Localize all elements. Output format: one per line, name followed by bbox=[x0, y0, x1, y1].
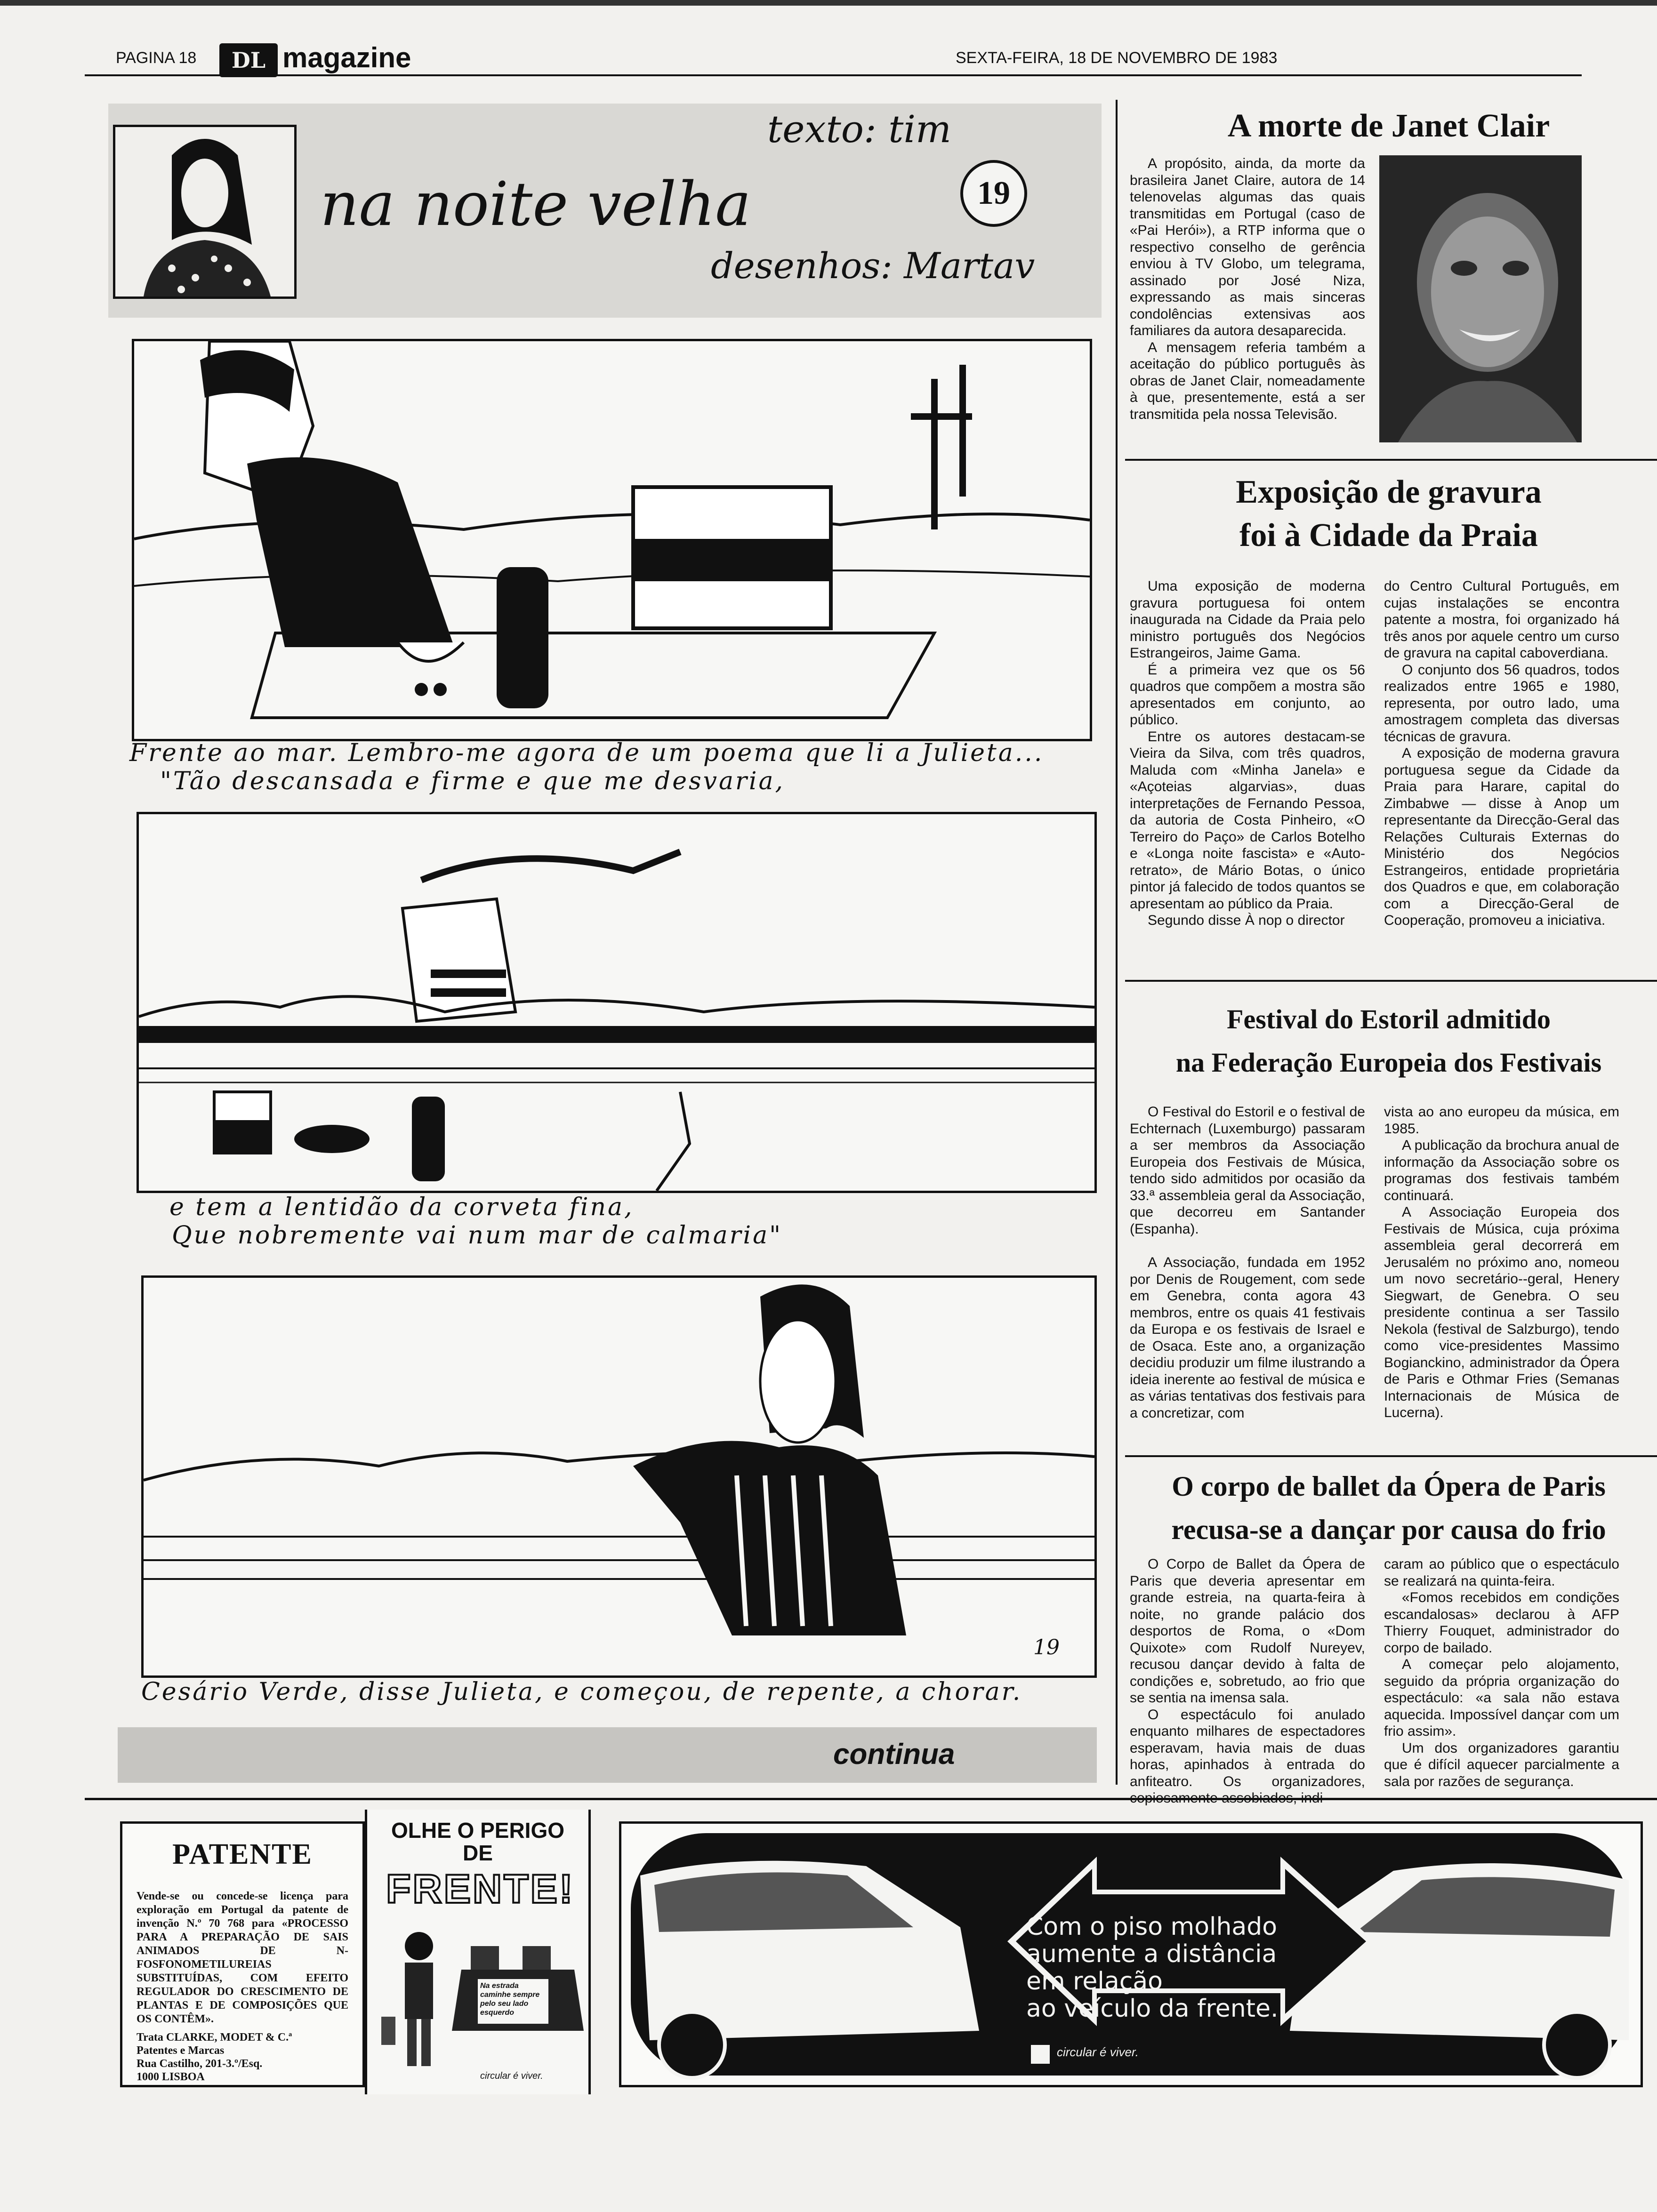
comic-title: na noite velha bbox=[320, 169, 751, 240]
piso-line-4: ao veículo da frente. bbox=[1026, 1995, 1279, 2023]
panel-2-caption-line-2: Que nobremente vai num mar de calmaria" bbox=[172, 1221, 783, 1250]
article-2-headline-line-2: foi à Cidade da Praia bbox=[1239, 517, 1538, 553]
article-4-headline-line-2: recusa-se a dançar por causa do frio bbox=[1171, 1514, 1606, 1545]
piso-line-3: em relação bbox=[1026, 1967, 1163, 1996]
top-edge bbox=[0, 0, 1657, 6]
perigo-frente: FRENTE! bbox=[386, 1867, 575, 1912]
portrait-photo bbox=[1379, 155, 1582, 442]
article-4-paragraph: «Fomos recebidos em condições escandalosas» declarou à AFP Thierry Fouquet, administrador do corpo de bailado. bbox=[1384, 1590, 1619, 1656]
newspaper-logo: DL bbox=[219, 43, 278, 77]
perigo-line-1: OLHE O PERIGO bbox=[391, 1818, 565, 1843]
comic-drawings-credit: desenhos: Martav bbox=[711, 245, 1035, 287]
article-4-headline bbox=[1125, 1465, 1652, 1551]
woman-at-sea-illustration bbox=[144, 1278, 1094, 1675]
panel-3-caption: Cesário Verde, disse Julieta, e começou, de repente, a chorar. bbox=[141, 1678, 1022, 1706]
article-4-paragraph: O Corpo de Ballet da Ópera de Paris que deveria apresentar em grande estreia, na quarta-feira à noite, no grande palácio dos desportos de Roma, o «Dom Quixote» com Rudolf Nureyev, recusou dançar devido à falta de condições e, sobretudo, ao frio que se sentia na imensa sala. bbox=[1130, 1556, 1365, 1706]
article-2-column-1 bbox=[1130, 578, 1365, 929]
article-3-rule bbox=[1125, 1455, 1657, 1457]
panel-3-mark: 19 bbox=[1033, 1635, 1060, 1659]
article-2-paragraph: do Centro Cultural Português, em cujas instalações se encontra patente a mostra, foi organizado há três anos por aquele centro um curso de gravura na capital caboverdiana. bbox=[1384, 578, 1619, 661]
continua-label: continua bbox=[833, 1738, 955, 1771]
patente-body: Vende-se ou concede-se licença para exploração em Portugal da patente de invenção N.º 70 768 para «PROCESSO PARA A PREPARAÇÃO DE SAIS ANIMADOS DE N-FOSFONOMETILUREIAS SUBSTITUÍDAS, COM EFEITO REGULADOR DO CRESCIMENTO DE PLANTAS E DE COMPOSIÇÕES QUE OS CONTÊM». bbox=[137, 1890, 348, 2025]
article-4-column-1 bbox=[1130, 1556, 1365, 1807]
article-3-paragraph: O Festival do Estoril e o festival de Echternach (Luxemburgo) passaram a ser membros da Associação Europeia dos Festivais de Música, tendo sido admitidos por ocasião da 33.ª assembleia geral da Associação, que decorreu em Santander (Espanha). bbox=[1130, 1104, 1365, 1237]
article-2-headline-line-1: Exposição de gravura bbox=[1236, 474, 1542, 510]
comic-text-credit: texto: tim bbox=[767, 107, 951, 151]
man-at-table-illustration bbox=[134, 341, 1090, 739]
article-2-paragraph: É a primeira vez que os 56 quadros que compõem a mostra são apresentados em conjunto, ao público. bbox=[1130, 662, 1365, 728]
article-1-body bbox=[1130, 155, 1365, 423]
article-2-paragraph: Entre os autores destacam-se Vieira da Silva, com três quadros, Maluda com «Minha Janela» e «Açoteias algarvias», duas interpretações de Fernando Pessoa, da autoria de Costa Pinheiro, «O Terreiro do Paço» de Carlos Botelho e «Longa noite fascista» e «Auto-retrato», de Mário Botas, o único pintor já falecido de todos quantos se apresentam ao público da Praia. bbox=[1130, 729, 1365, 912]
perigo-footer: circular é viver. bbox=[480, 2071, 543, 2081]
perigo-sign: Na estrada caminhe sempre pelo seu lado esquerdo bbox=[480, 1982, 540, 2017]
comic-panel-3 bbox=[141, 1275, 1097, 1678]
woman-portrait-illustration bbox=[115, 127, 294, 297]
article-2-paragraph: Uma exposição de moderna gravura portuguesa foi ontem inaugurada na Cidade da Praia pelo ministro português dos Negócios Estrangeiros, Jaime Gama. bbox=[1130, 578, 1365, 661]
article-2-paragraph: A exposição de moderna gravura portuguesa segue da Cidade da Praia para Harare, capital do Zimbabwe — disse à Anop um representante da Direcção-Geral das Relações Culturais Externas do Ministério dos Negócios Estrangeiros, entidade proprietária dos Quadros e que, em colaboração com a Direcção-Geral de Cooperação, promoveu a iniciativa. bbox=[1384, 745, 1619, 928]
panel-1-caption-line-1: Frente ao mar. Lembro-me agora de um poema que li a Julieta... bbox=[129, 739, 1044, 767]
patente-contact-line: Trata CLARKE, MODET & C.ª bbox=[137, 2031, 292, 2044]
article-1-headline: A morte de Janet Clair bbox=[1227, 108, 1550, 144]
article-3-headline bbox=[1125, 998, 1652, 1084]
article-3-column-1 bbox=[1130, 1104, 1365, 1421]
header-rule bbox=[85, 74, 1582, 76]
issue-date: SEXTA-FEIRA, 18 DE NOVEMBRO DE 1983 bbox=[956, 49, 1278, 67]
article-4-paragraph: A começar pelo alojamento, seguido da própria organização do espectáculo: «a sala não estava aquecida. Impossível dançar com um frio assim». bbox=[1384, 1657, 1619, 1739]
article-3-paragraph: A Associação, fundada em 1952 por Denis de Rougement, com sede em Genebra, conta agora 43 membros, entre os quais 41 festivais da Europa e os festivais de Israel e de Osaca. Este ano, a organização decidiu produzir um filme ilustrando a ideia inerente ao festival de música e as várias tentativas dos festivais para a concretizar, com bbox=[1130, 1255, 1365, 1421]
patente-contact-line: Rua Castilho, 201-3.º/Esq. bbox=[137, 2058, 263, 2070]
article-2-paragraph: Segundo disse À nop o director bbox=[1148, 913, 1345, 928]
piso-line-1: Com o piso molhado bbox=[1026, 1913, 1278, 1941]
article-3-paragraph: A Associação Europeia dos Festivais de Música, cuja próxima assembleia geral decorrerá em Jerusalém no próximo ano, nomeou um novo secretário--geral, Henery Siegwart, de Genebra. O seu presidente continua a ser Tassilo Nekola (festival de Salzburgo), tendo como vice-presidentes Massimo Bogianckino, administrador da Ópera de Paris e Othmar Fries (Semanas Internacionais de Música de Lucerna). bbox=[1384, 1204, 1619, 1420]
patente-contact-line: 1000 LISBOA bbox=[137, 2071, 205, 2083]
comic-strip bbox=[108, 104, 1106, 1798]
patente-contact bbox=[137, 2031, 353, 2084]
page-number: PAGINA 18 bbox=[116, 49, 197, 67]
piso-molhado-message bbox=[993, 1913, 1422, 2022]
article-1-rule bbox=[1125, 459, 1657, 461]
article-1-paragraph: A propósito, ainda, da morte da brasileira Janet Claire, autora de 14 telenovelas algumas das quais transmitidas em Portugal (caso de «Pai Herói»), a RTP informa que o respectivo conselho de gerência enviou à TV Globo, um telegrama, assinado por José Niza, expressando as mais sinceras condolências extensivas aos familiares da autora desaparecida. bbox=[1130, 156, 1365, 338]
section-title: magazine bbox=[282, 42, 411, 73]
comic-title-portrait bbox=[113, 125, 297, 299]
patente-ad bbox=[120, 1821, 365, 2087]
sea-and-ship-illustration bbox=[139, 814, 1094, 1191]
ads-top-rule bbox=[85, 1798, 1657, 1800]
comic-panel-1 bbox=[132, 339, 1092, 741]
article-1-paragraph: A mensagem referia também a aceitação do público português às obras de Janet Clair, nomeadamente à que, presentemente, está a ser transmitida pela nossa Televisão. bbox=[1130, 339, 1365, 422]
perigo-ad bbox=[365, 1810, 591, 2094]
article-3-column-2 bbox=[1384, 1104, 1619, 1421]
article-2-rule bbox=[1125, 980, 1657, 982]
article-3-headline-line-1: Festival do Estoril admitido bbox=[1227, 1004, 1551, 1034]
article-2-paragraph: O conjunto dos 56 quadros, todos realizados entre 1965 e 1980, representa, por outro lado, uma amostragem completa das diversas técnicas de gravura. bbox=[1384, 662, 1619, 745]
piso-line-2: aumente a distância bbox=[1026, 1940, 1277, 1968]
article-4-paragraph: caram ao público que o espectáculo se realizará na quinta-feira. bbox=[1384, 1556, 1619, 1589]
column-divider bbox=[1116, 100, 1118, 1785]
janet-clair-photo bbox=[1379, 155, 1582, 442]
perigo-line-2: DE bbox=[463, 1841, 493, 1865]
article-2-headline bbox=[1125, 471, 1652, 557]
panel-1-caption-line-2: "Tão descansada e firme e que me desvaria, bbox=[160, 767, 785, 795]
chapter-number: 19 bbox=[960, 160, 1027, 227]
article-4-column-2 bbox=[1384, 1556, 1619, 1790]
pedestrian-illustration bbox=[367, 1918, 588, 2068]
article-4-headline-line-1: O corpo de ballet da Ópera de Paris bbox=[1172, 1471, 1606, 1502]
article-3-headline-line-2: na Federação Europeia dos Festivais bbox=[1175, 1047, 1602, 1078]
article-2-column-2 bbox=[1384, 578, 1619, 929]
continua-band bbox=[118, 1727, 1097, 1783]
perigo-headline bbox=[367, 1819, 588, 1864]
comic-panel-2 bbox=[137, 812, 1097, 1193]
article-4-paragraph: O espectáculo foi anulado enquanto milhares de espectadores esperavam, havia mais de duas horas, apinhados à entrada do anfiteatro. Os organizadores, bbox=[1130, 1707, 1365, 1789]
patente-contact-line: Patentes e Marcas bbox=[137, 2044, 225, 2057]
article-4-paragraph: Um dos organizadores garantiu que é difícil aquecer parcialmente a sala por razões de segurança. bbox=[1384, 1740, 1619, 1789]
piso-footer: circular é viver. bbox=[1057, 2045, 1139, 2059]
panel-2-caption-line-1: e tem a lentidão da corveta fina, bbox=[169, 1193, 634, 1221]
article-3-paragraph: vista ao ano europeu da música, em 1985. bbox=[1384, 1104, 1619, 1137]
patente-title: PATENTE bbox=[172, 1838, 313, 1870]
piso-molhado-ad bbox=[619, 1821, 1643, 2087]
article-3-paragraph: A publicação da brochura anual de informação da Associação sobre os programas dos festivais também continuará. bbox=[1384, 1138, 1620, 1203]
